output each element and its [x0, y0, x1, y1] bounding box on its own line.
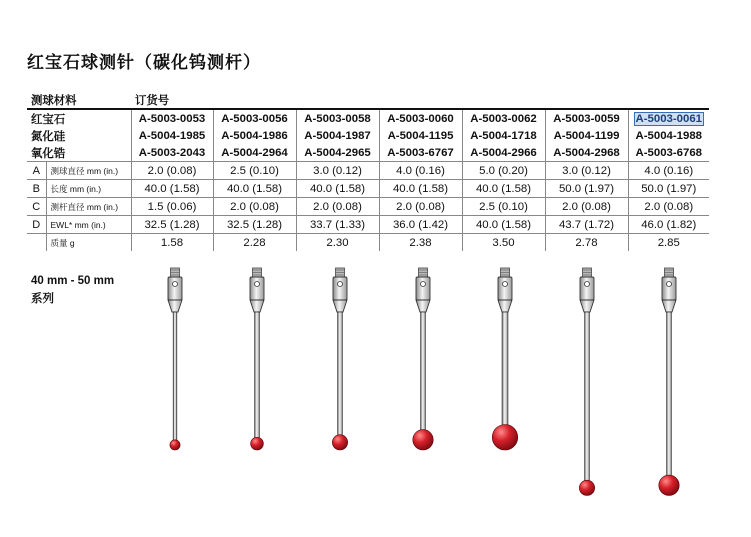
order-number[interactable]: A-5003-0060 — [379, 109, 462, 127]
stylus-wrench-hole — [585, 282, 590, 287]
spec-value: 4.0 (0.16) — [628, 162, 709, 180]
order-number[interactable]: A-5003-0053 — [131, 109, 213, 127]
order-number[interactable]: A-5004-2965 — [296, 144, 379, 162]
order-number-header: 订货号 — [131, 91, 709, 109]
order-number[interactable]: A-5003-0059 — [545, 109, 628, 127]
order-number[interactable]: A-5004-2964 — [213, 144, 296, 162]
spec-value: 1.5 (0.06) — [131, 198, 213, 216]
row-letter: C — [27, 198, 46, 216]
row-label: 测球直径 mm (in.) — [46, 162, 131, 180]
row-letter: A — [27, 162, 46, 180]
spec-value: 50.0 (1.97) — [545, 180, 628, 198]
stylus-stem — [585, 312, 590, 488]
spec-value: 2.0 (0.08) — [379, 198, 462, 216]
spec-value: 2.0 (0.08) — [628, 198, 709, 216]
stylus-taper — [498, 300, 512, 312]
stylus-wrench-hole — [421, 282, 426, 287]
order-number[interactable]: A-5004-1718 — [462, 127, 545, 144]
series-range: 40 mm - 50 mm — [31, 275, 115, 287]
row-label: EWL* mm (in.) — [46, 216, 131, 234]
row-label: 长度 mm (in.) — [46, 180, 131, 198]
material-label: 氧化锆 — [27, 144, 131, 162]
stylus-wrench-hole — [667, 282, 672, 287]
spec-value: 2.85 — [628, 234, 709, 252]
order-number[interactable]: A-5004-1986 — [213, 127, 296, 144]
spec-value: 46.0 (1.82) — [628, 216, 709, 234]
spec-value: 32.5 (1.28) — [213, 216, 296, 234]
spec-value: 2.0 (0.08) — [545, 198, 628, 216]
order-number[interactable]: A-5004-2968 — [545, 144, 628, 162]
stylus-stem — [421, 312, 426, 440]
stylus-ball — [170, 440, 180, 450]
stylus-wrench-hole — [503, 282, 508, 287]
stylus-taper — [416, 300, 430, 312]
spec-value: 40.0 (1.58) — [462, 216, 545, 234]
stylus-taper — [662, 300, 676, 312]
stylus-stem — [338, 312, 343, 442]
spec-value: 2.0 (0.08) — [131, 162, 213, 180]
order-number[interactable]: A-5003-6767 — [379, 144, 462, 162]
stylus-taper — [333, 300, 347, 312]
stylus-ball — [492, 425, 518, 451]
stylus-taper — [580, 300, 594, 312]
order-number[interactable]: A-5003-2043 — [131, 144, 213, 162]
stylus-body — [498, 277, 512, 300]
spec-value: 3.0 (0.12) — [545, 162, 628, 180]
stylus-stem — [502, 312, 508, 437]
order-number[interactable]: A-5004-1988 — [628, 127, 709, 144]
spec-value: 43.7 (1.72) — [545, 216, 628, 234]
order-number[interactable]: A-5004-1987 — [296, 127, 379, 144]
stylus-body — [250, 277, 264, 300]
order-number[interactable]: A-5003-0058 — [296, 109, 379, 127]
spec-value: 40.0 (1.58) — [131, 180, 213, 198]
stylus-stem — [255, 312, 260, 444]
order-number[interactable]: A-5004-1195 — [379, 127, 462, 144]
stylus-ball — [332, 435, 347, 450]
stylus-ball — [413, 430, 433, 450]
order-number[interactable]: A-5003-6768 — [628, 144, 709, 162]
material-label: 氮化硅 — [31, 130, 66, 143]
stylus-wrench-hole — [173, 282, 178, 287]
row-label: 质量 g — [50, 237, 75, 248]
stylus-ball — [659, 475, 679, 495]
selected-order-highlight[interactable]: A-5003-0061 — [635, 112, 703, 125]
stylus-body — [580, 277, 594, 300]
stylus-body — [168, 277, 182, 300]
spec-value: 40.0 (1.58) — [462, 180, 545, 198]
order-number[interactable]: A-5003-0062 — [462, 109, 545, 127]
spec-value: 5.0 (0.20) — [462, 162, 545, 180]
spec-value: 4.0 (0.16) — [379, 162, 462, 180]
stylus-ball — [579, 480, 594, 495]
page-title: 红宝石球测针（碳化钨测杆） — [27, 53, 261, 72]
spec-value: 3.0 (0.12) — [296, 162, 379, 180]
order-number[interactable]: A-5004-1985 — [131, 127, 213, 144]
stylus-stem — [667, 312, 672, 485]
series-suffix: 系列 — [31, 293, 54, 305]
stylus-wrench-hole — [338, 282, 343, 287]
spec-value: 2.0 (0.08) — [296, 198, 379, 216]
material-label: 红宝石 — [31, 113, 66, 126]
row-label: 测杆直径 mm (in.) — [46, 198, 131, 216]
spec-value: 2.38 — [379, 234, 462, 252]
stylus-body — [333, 277, 347, 300]
stylus-body — [662, 277, 676, 300]
order-number[interactable]: A-5004-1199 — [545, 127, 628, 144]
spec-value: 50.0 (1.97) — [628, 180, 709, 198]
spec-value: 40.0 (1.58) — [296, 180, 379, 198]
stylus-stem — [173, 312, 177, 445]
order-number[interactable]: A-5003-0056 — [213, 109, 296, 127]
stylus-body — [416, 277, 430, 300]
row-letter: D — [27, 216, 46, 234]
spec-value: 2.78 — [545, 234, 628, 252]
ball-material-header: 测球材料 — [27, 91, 131, 109]
stylus-taper — [168, 300, 182, 312]
stylus-wrench-hole — [255, 282, 260, 287]
spec-value: 3.50 — [462, 234, 545, 252]
spec-value: 2.5 (0.10) — [462, 198, 545, 216]
spec-value: 40.0 (1.58) — [213, 180, 296, 198]
spec-value: 2.5 (0.10) — [213, 162, 296, 180]
spec-value: 36.0 (1.42) — [379, 216, 462, 234]
spec-value: 2.30 — [296, 234, 379, 252]
order-number[interactable]: A-5004-2966 — [462, 144, 545, 162]
spec-value: 33.7 (1.33) — [296, 216, 379, 234]
spec-value: 2.28 — [213, 234, 296, 252]
spec-value: 2.0 (0.08) — [213, 198, 296, 216]
spec-value: 1.58 — [131, 234, 213, 252]
spec-value: 32.5 (1.28) — [131, 216, 213, 234]
row-letter: B — [27, 180, 46, 198]
stylus-taper — [250, 300, 264, 312]
stylus-ball — [251, 437, 264, 450]
spec-value: 40.0 (1.58) — [379, 180, 462, 198]
